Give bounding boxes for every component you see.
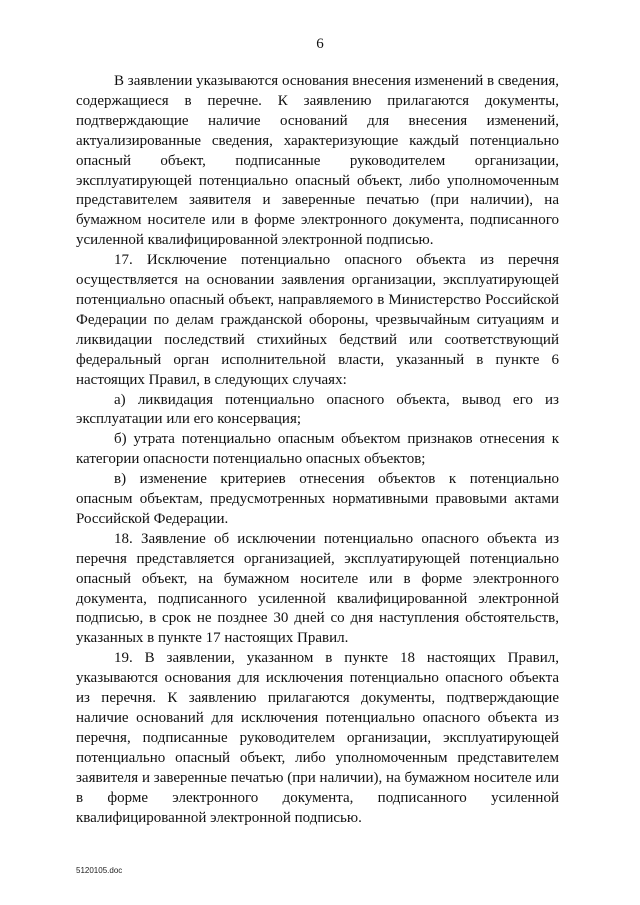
file-name-footer: 5120105.doc	[76, 866, 123, 875]
paragraph-19-grounds: 19. В заявлении, указанном в пункте 18 настоящих Правил, указываются основания для исключения потенциально опасного объекта из перечня. К заявлению прилагаются документы, подтверждающие наличие оснований для исключения потенциально опасного объекта из перечня, подписанные руководителем организации, эксплуатирующей потенциально опасный объект, либо уполномоченным представителем заявителя и заверенные печатью (при наличии), на бумажном носителе или в форме электронного документа, подписанного усиленной квалифицированной электронной подписью.	[76, 650, 559, 826]
document-body	[76, 72, 559, 828]
page-number: 6	[316, 36, 324, 52]
paragraph-18-application: 18. Заявление об исключении потенциально опасного объекта из перечня представляется организацией, эксплуатирующей потенциально опасный объект, на бумажном носителе или в форме электронного документа, подписанного усиленной квалифицированной электронной подписью, в срок не позднее 30 дней со дня наступления обстоятельств, указанных в пункте 17 настоящих Правил.	[76, 530, 559, 647]
paragraph-17-item-v: в) изменение критериев отнесения объектов к потенциально опасным объектам, предусмотренных нормативными правовыми актами Российской Федерации.	[76, 471, 559, 527]
paragraph-17-item-b: б) утрата потенциально опасным объектом признаков отнесения к категории опасности потенциально опасных объектов;	[76, 431, 559, 468]
paragraph-17-exclusion: 17. Исключение потенциально опасного объекта из перечня осуществляется на основании заявления организации, эксплуатирующей потенциально опасный объект, направляемого в Министерство Российской Федерации по делам гражданской обороны, чрезвычайным ситуациям и ликвидации последствий стихийных бедствий или соответствующий федеральный орган исполнительной власти, указанный в пункте 6 настоящих Правил, в следующих случаях:	[76, 252, 559, 388]
paragraph-amendment-grounds: В заявлении указываются основания внесения изменений в сведения, содержащиеся в перечне. К заявлению прилагаются документы, подтверждающие наличие оснований для внесения изменений, актуализированные сведения, характеризующие каждый потенциально опасный объект, подписанные руководителем организации, эксплуатирующей потенциально опасный объект, либо уполномоченным представителем заявителя и заверенные печатью (при наличии), на бумажном носителе или в форме электронного документа, подписанного усиленной квалифицированной электронной подписью.	[76, 73, 559, 249]
paragraph-17-item-a: а) ликвидация потенциально опасного объекта, вывод его из эксплуатации или его консервация;	[76, 391, 559, 428]
